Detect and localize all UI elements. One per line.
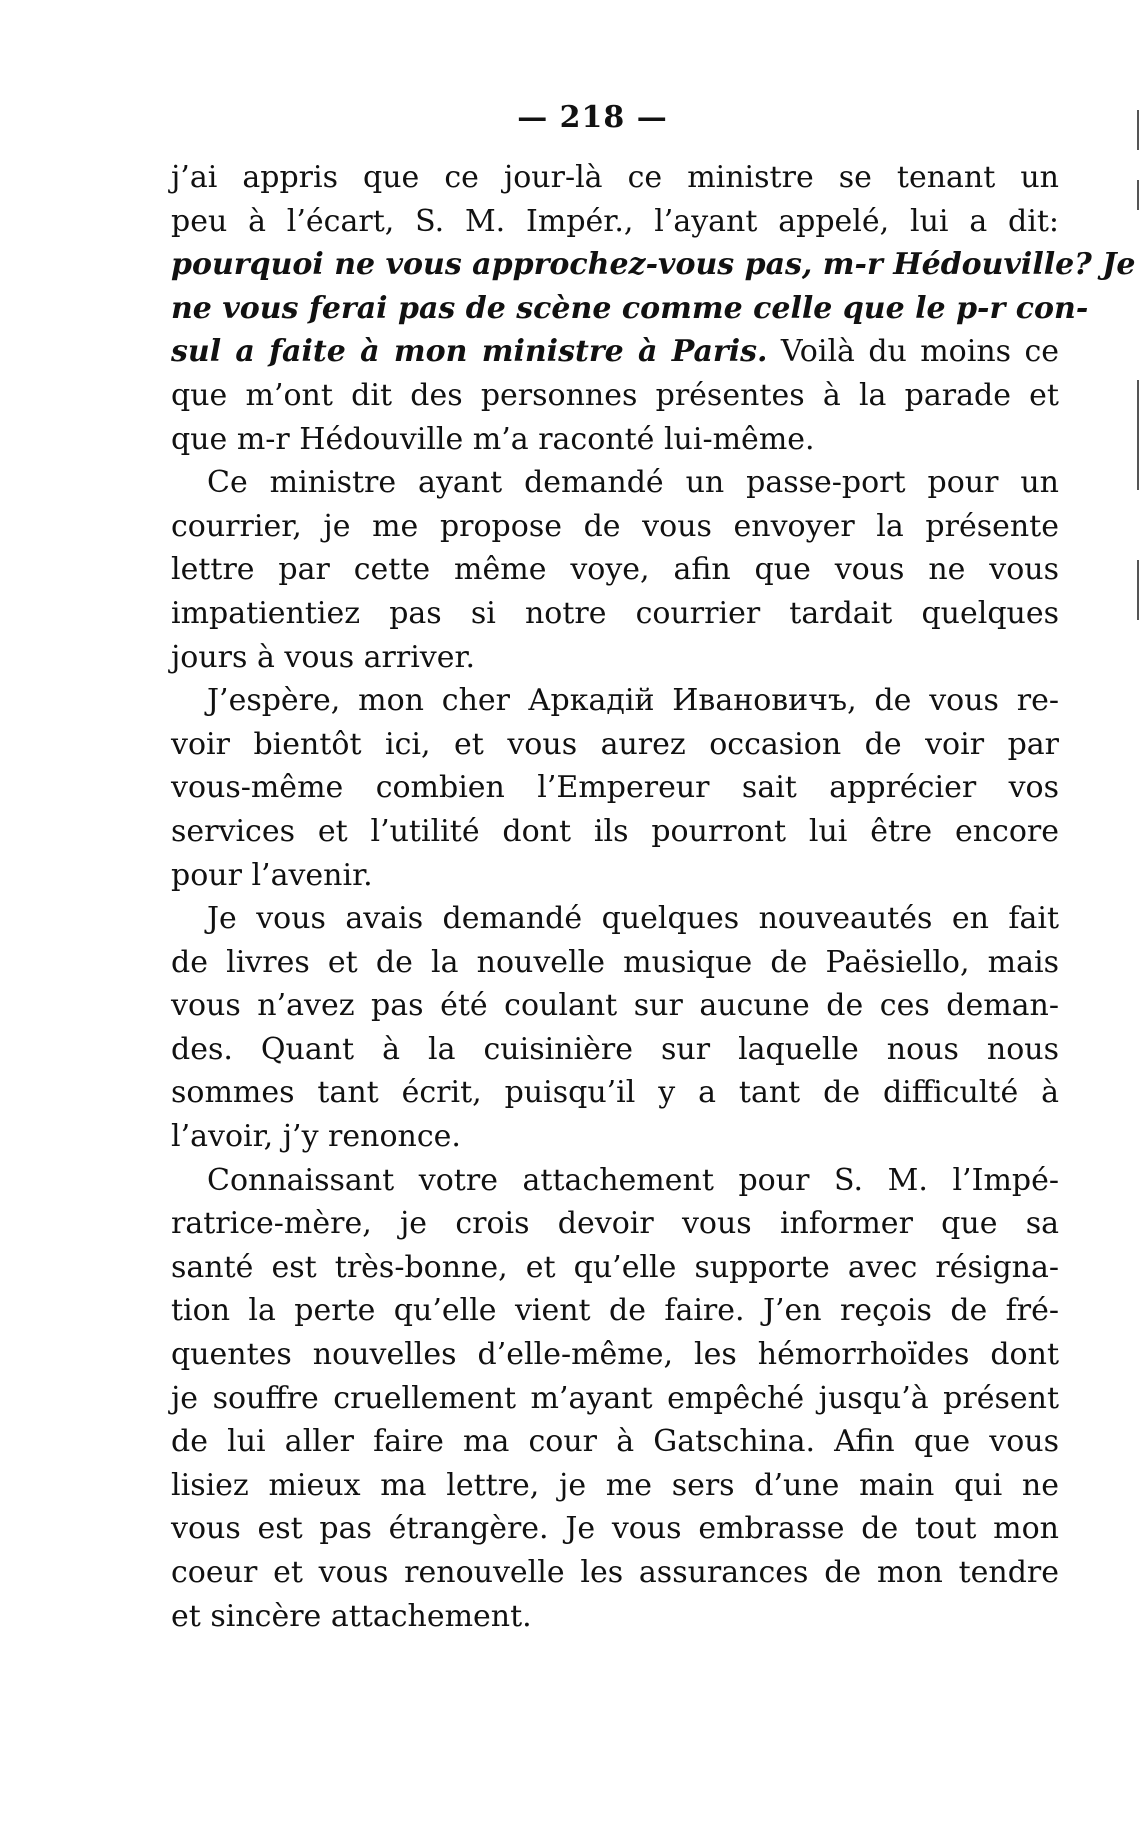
text-run: vous n’avez pas été coulant sur aucune de ces deman- (171, 988, 1059, 1024)
text-line (171, 461, 1059, 505)
text-line (171, 1202, 1059, 1246)
text-line (171, 1464, 1059, 1508)
text-line (171, 1246, 1059, 1290)
paragraph (171, 1159, 1059, 1639)
text-run: l’avoir, j’y renonce. (171, 1119, 461, 1155)
text-line (171, 1551, 1059, 1595)
text-run: Ce ministre ayant demandé un passe-port pour un (207, 465, 1059, 501)
italic-text: ne vous ferai pas de scène comme celle que le p-r con- (171, 290, 1089, 326)
paragraph (171, 156, 1136, 461)
text-line (171, 1420, 1059, 1464)
text-line (171, 1115, 1059, 1159)
text-run: voir bientôt ici, et vous aurez occasion de voir par (171, 726, 1059, 762)
page-edge-mark (1137, 180, 1139, 210)
text-run: vous-même combien l’Empereur sait apprécier vos (171, 770, 1059, 806)
text-line (171, 156, 1059, 200)
page-edge-mark (1137, 560, 1139, 620)
text-run: jours à vous arriver. (171, 639, 476, 675)
text-run: lettre par cette même voye, afin que vous ne vous (171, 552, 1059, 588)
text-line (171, 984, 1059, 1028)
text-run: que m-r Hédouville m’a raconté lui-même. (171, 421, 815, 457)
text-line (171, 287, 1089, 331)
text-run: coeur et vous renouvelle les assurances de mon tendre (171, 1555, 1059, 1590)
text-run: lisiez mieux ma lettre, je me sers d’une main qui ne (171, 1467, 1059, 1503)
text-line (171, 505, 1059, 549)
text-run: tion la perte qu’elle vient de faire. J’en reçois de fré- (171, 1293, 1059, 1329)
text-run: services et l’utilité dont ils pourront lui être encore (171, 813, 1059, 849)
text-run: Je vous avais demandé quelques nouveautés en fait (207, 901, 1059, 937)
text-line (171, 766, 1059, 810)
text-run: impatientiez pas si notre courrier tardait quelques (171, 595, 1059, 631)
paragraph (171, 461, 1059, 679)
page-number: — 218 — (517, 100, 668, 135)
text-line (171, 1159, 1059, 1203)
text-run: quentes nouvelles d’elle-même, les hémorrhoïdes dont (171, 1337, 1059, 1373)
text-line (171, 1028, 1059, 1072)
text-run: peu à l’écart, S. M. Impér., l’ayant appelé, lui a dit: (171, 203, 1059, 239)
text-run: ratrice-mère, je crois devoir vous informer que sa (171, 1206, 1059, 1242)
text-run: santé est très-bonne, et qu’elle supporte avec résigna- (171, 1249, 1059, 1285)
text-run: de lui aller faire ma cour à Gatschina. Afin que vous (171, 1424, 1059, 1460)
text-line (171, 374, 1059, 418)
text-line (171, 679, 1059, 723)
italic-text: sul a faite à mon ministre à Paris. (171, 334, 768, 370)
text-line (171, 636, 1059, 680)
page-edge-mark (1137, 380, 1139, 490)
text-run: et sincère attachement. (171, 1598, 532, 1634)
text-line (171, 810, 1059, 854)
page-edge-mark (1137, 110, 1139, 150)
text-line (171, 1333, 1059, 1377)
text-line (171, 897, 1059, 941)
text-run: que m’ont dit des personnes présentes à la parade et (171, 377, 1059, 413)
text-line (171, 723, 1059, 767)
text-line (171, 330, 1059, 374)
text-run: je souffre cruellement m’ayant empêché jusqu’à présent (171, 1380, 1059, 1416)
text-line (171, 941, 1059, 985)
text-line (171, 1595, 1059, 1639)
paragraph (171, 679, 1059, 897)
text-line (171, 592, 1059, 636)
text-line (171, 1377, 1059, 1421)
text-line (171, 854, 1059, 898)
text-line (171, 1507, 1059, 1551)
text-run: J’espère, mon cher Аркадій Ивановичъ, de vous re- (207, 683, 1059, 719)
page-body (171, 156, 1136, 1638)
text-line (171, 548, 1059, 592)
text-line (171, 243, 1136, 287)
text-run: des. Quant à la cuisinière sur laquelle nous nous (171, 1031, 1059, 1067)
text-line (171, 200, 1059, 244)
text-run: Voilà du moins ce (767, 334, 1059, 370)
text-run: vous est pas étrangère. Je vous embrasse de tout mon (171, 1511, 1059, 1547)
text-run: Connaissant votre attachement pour S. M. l’Impé- (207, 1162, 1059, 1198)
italic-text: pourquoi ne vous approchez-vous pas, m-r Hédouville? Je (171, 247, 1136, 283)
text-line (171, 1071, 1059, 1115)
text-run: sommes tant écrit, puisqu’il y a tant de difficulté à (171, 1075, 1059, 1111)
text-run: de livres et de la nouvelle musique de Paësiello, mais (171, 944, 1059, 980)
text-run: pour l’avenir. (171, 857, 373, 893)
text-run: j’ai appris que ce jour-là ce ministre se tenant un (171, 160, 1059, 195)
paragraph (171, 897, 1059, 1159)
text-line (171, 418, 1059, 462)
text-run: courrier, je me propose de vous envoyer la présente (171, 508, 1059, 544)
text-line (171, 1289, 1059, 1333)
